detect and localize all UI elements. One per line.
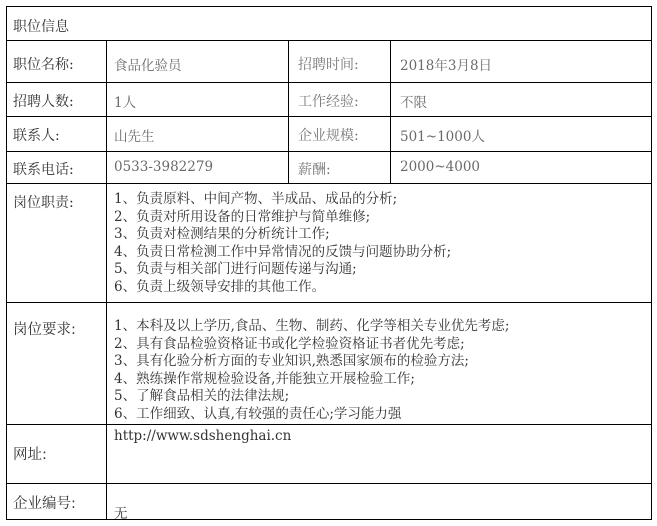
list-item: 5、负责与相关部门进行问题传递与沟通; — [114, 261, 357, 277]
salary-value: 2000~4000 — [400, 159, 481, 175]
list-item: 1、本科及以上学历,食品、生物、制药、化学等相关专业优先考虑; — [114, 318, 510, 334]
list-item: 5、了解食品相关的法律法规; — [114, 388, 290, 404]
list-item: 4、负责日常检测工作中异常情况的反馈与问题协助分析; — [114, 243, 452, 260]
requirements-list — [114, 318, 509, 423]
contact-label: 联系人: — [13, 128, 60, 144]
position-label: 职位名称: — [13, 57, 74, 73]
phone-value: 0533-3982279 — [114, 159, 214, 175]
headcount-label: 招聘人数: — [13, 94, 74, 110]
requirements-label: 岗位要求: — [13, 322, 76, 338]
recruit-time-label: 招聘时间: — [298, 57, 359, 73]
list-item: 3、具有化验分析方面的专业知识,熟悉国家颁布的检验方法; — [114, 353, 469, 369]
list-item: 1、负责原料、中间产物、半成品、成品的分析; — [114, 191, 398, 207]
experience-value: 不限 — [400, 95, 427, 111]
company-number-label: 企业编号: — [13, 496, 76, 512]
phone-label: 联系电话: — [13, 162, 74, 178]
recruit-time-value: 2018年3月8日 — [400, 58, 493, 74]
company-size-label: 企业规模: — [298, 128, 359, 144]
position-value: 食品化验员 — [114, 58, 182, 74]
duties-label: 岗位职责: — [13, 195, 74, 211]
website-label: 网址: — [13, 447, 47, 463]
headcount-value: 1人 — [114, 95, 137, 111]
experience-label: 工作经验: — [298, 94, 359, 110]
contact-value: 山先生 — [114, 129, 155, 145]
list-item: 6、负责上级领导安排的其他工作。 — [114, 278, 326, 295]
list-item: 2、具有食品检验资格证书或化学检验资格证书者优先考虑; — [114, 335, 465, 352]
section-title: 职位信息 — [13, 19, 69, 35]
company-number-value: 无 — [114, 506, 128, 522]
company-size-value: 501~1000人 — [400, 129, 485, 145]
list-item: 6、工作细致、认真,有较强的责任心;学习能力强 — [114, 405, 402, 422]
duties-list — [114, 191, 451, 296]
list-item: 3、负责对检测结果的分析统计工作; — [114, 226, 330, 242]
salary-label: 薪酬: — [298, 162, 331, 178]
website-link[interactable]: http://www.sdshenghai.cn — [114, 428, 292, 444]
list-item: 4、熟练操作常规检验设备,并能独立开展检验工作; — [114, 370, 415, 387]
list-item: 2、负责对所用设备的日常维护与简单维修; — [114, 208, 371, 225]
